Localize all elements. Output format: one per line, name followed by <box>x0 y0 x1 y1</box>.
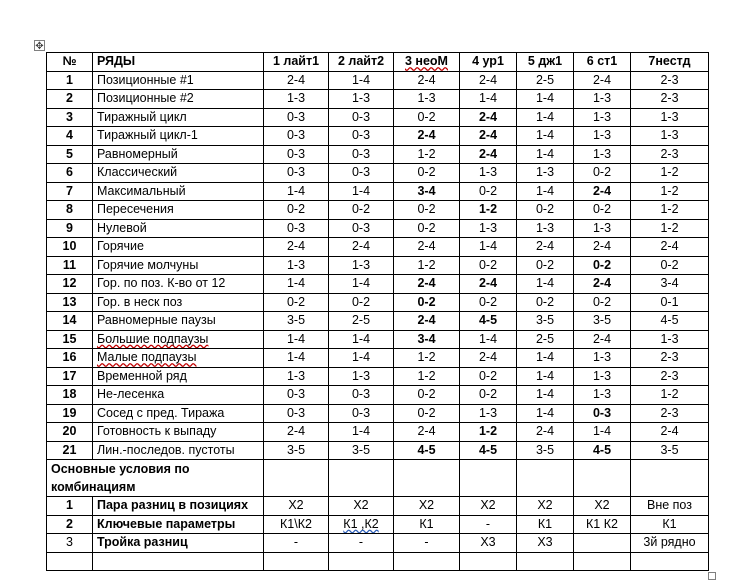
table-row <box>47 293 709 312</box>
row-value: 3-5 <box>264 441 329 460</box>
row-value: 0-2 <box>394 201 460 220</box>
row-name: Гор. по поз. К-во от 12 <box>93 275 264 294</box>
row-value: 1-2 <box>460 423 517 442</box>
row-value: 1-4 <box>329 275 394 294</box>
row-value: 0-2 <box>517 256 574 275</box>
row-value: 0-2 <box>460 182 517 201</box>
row-name: Готовность к выпаду <box>93 423 264 442</box>
row-value: 0-2 <box>574 256 631 275</box>
header-col-6: 6 ст1 <box>574 53 631 72</box>
condition-row <box>47 497 709 516</box>
row-value: 2-4 <box>574 275 631 294</box>
table-row <box>47 164 709 183</box>
header-col-2: 2 лайт2 <box>329 53 394 72</box>
row-number: 5 <box>47 145 93 164</box>
row-value: 2-3 <box>631 349 709 368</box>
row-value: 0-3 <box>329 219 394 238</box>
row-value: 2-4 <box>460 108 517 127</box>
row-value: 0-2 <box>460 293 517 312</box>
row-name: Лин.-последов. пустоты <box>93 441 264 460</box>
table-body <box>47 71 709 571</box>
row-value: 3-4 <box>394 330 460 349</box>
row-value: 1-2 <box>394 145 460 164</box>
row-value: 1-4 <box>264 349 329 368</box>
row-value: 1-4 <box>517 108 574 127</box>
row-name: Максимальный <box>93 182 264 201</box>
row-value: 2-4 <box>574 182 631 201</box>
table-move-handle-icon[interactable]: ✥ <box>35 41 44 52</box>
row-value: 2-3 <box>631 71 709 90</box>
row-value: 2-4 <box>574 238 631 257</box>
row-value: 1-3 <box>574 219 631 238</box>
row-value: 1-2 <box>631 219 709 238</box>
row-value: 1-3 <box>264 90 329 109</box>
row-number: 9 <box>47 219 93 238</box>
table-resize-handle-icon[interactable] <box>708 572 716 580</box>
row-value: 4-5 <box>394 441 460 460</box>
row-value: 1-3 <box>329 90 394 109</box>
condition-value: X2 <box>517 497 574 516</box>
empty-cell <box>264 552 329 571</box>
row-value: 1-2 <box>631 386 709 405</box>
row-value: 2-4 <box>394 238 460 257</box>
row-name: Тиражный цикл <box>93 108 264 127</box>
table-row <box>47 256 709 275</box>
row-name: Горячие молчуны <box>93 256 264 275</box>
row-value: 0-3 <box>264 164 329 183</box>
row-value: 0-3 <box>329 127 394 146</box>
row-value: 1-4 <box>517 145 574 164</box>
condition-value: X3 <box>460 534 517 553</box>
row-value: 1-4 <box>517 349 574 368</box>
row-value: 1-4 <box>517 90 574 109</box>
row-value: 0-3 <box>264 386 329 405</box>
row-value: 2-4 <box>574 330 631 349</box>
empty-cell <box>460 552 517 571</box>
row-number: 17 <box>47 367 93 386</box>
header-row <box>47 53 709 72</box>
row-value: 4-5 <box>460 312 517 331</box>
row-value: 1-3 <box>574 367 631 386</box>
row-value: 1-4 <box>517 127 574 146</box>
row-value: 1-3 <box>574 145 631 164</box>
row-name: Сосед с пред. Тиража <box>93 404 264 423</box>
row-value: 0-3 <box>574 404 631 423</box>
row-value: 0-2 <box>460 256 517 275</box>
row-value: 2-4 <box>460 71 517 90</box>
row-value: 3-5 <box>329 441 394 460</box>
empty-row <box>47 552 709 571</box>
row-value: 0-2 <box>394 219 460 238</box>
row-value: 4-5 <box>574 441 631 460</box>
condition-value: X2 <box>329 497 394 516</box>
row-value: 0-2 <box>394 108 460 127</box>
condition-value: Вне поз <box>631 497 709 516</box>
table-row <box>47 238 709 257</box>
row-value: 4-5 <box>460 441 517 460</box>
row-value: 2-3 <box>631 404 709 423</box>
row-value: 0-3 <box>264 404 329 423</box>
row-value: 1-3 <box>574 108 631 127</box>
row-value: 3-5 <box>264 312 329 331</box>
row-value: 1-4 <box>517 367 574 386</box>
empty-cell <box>517 460 574 497</box>
row-number: 12 <box>47 275 93 294</box>
condition-number: 2 <box>47 515 93 534</box>
conditions-title: Основные условия по комбинациям <box>47 460 264 497</box>
row-value: 1-4 <box>264 182 329 201</box>
row-name-text: Малые подпаузы <box>97 350 197 365</box>
row-value: 0-2 <box>574 164 631 183</box>
table-row <box>47 312 709 331</box>
row-value: 1-3 <box>329 256 394 275</box>
empty-cell <box>329 460 394 497</box>
empty-cell <box>47 552 93 571</box>
table-row <box>47 201 709 220</box>
empty-cell <box>264 460 329 497</box>
row-value: 4-5 <box>631 312 709 331</box>
row-value: 2-3 <box>631 145 709 164</box>
row-value: 2-4 <box>394 423 460 442</box>
empty-cell <box>574 460 631 497</box>
row-value: 2-4 <box>460 145 517 164</box>
row-value: 2-4 <box>264 71 329 90</box>
empty-cell <box>631 460 709 497</box>
row-number: 18 <box>47 386 93 405</box>
condition-name: Тройка разниц <box>93 534 264 553</box>
row-number: 4 <box>47 127 93 146</box>
row-value: 1-2 <box>631 182 709 201</box>
row-value: 1-3 <box>574 127 631 146</box>
row-value: 2-4 <box>517 238 574 257</box>
table-row <box>47 275 709 294</box>
row-value: 1-4 <box>329 182 394 201</box>
row-value: 0-1 <box>631 293 709 312</box>
condition-value: К1 <box>631 515 709 534</box>
row-value: 1-3 <box>631 330 709 349</box>
condition-value: - <box>394 534 460 553</box>
condition-value: - <box>329 534 394 553</box>
table-row <box>47 423 709 442</box>
condition-value: К1 <box>394 515 460 534</box>
header-col-1: 1 лайт1 <box>264 53 329 72</box>
row-name-text: Большие подпаузы <box>97 331 209 346</box>
row-name: Гор. в неск поз <box>93 293 264 312</box>
row-value: 0-2 <box>394 164 460 183</box>
row-value: 2-4 <box>394 312 460 331</box>
row-value: 0-2 <box>264 201 329 220</box>
table-row <box>47 330 709 349</box>
row-value: 1-2 <box>394 349 460 368</box>
row-name: Горячие <box>93 238 264 257</box>
row-value: 0-3 <box>329 108 394 127</box>
row-value: 1-3 <box>460 404 517 423</box>
condition-value: К1 <box>517 515 574 534</box>
table-row <box>47 145 709 164</box>
row-value: 0-3 <box>329 386 394 405</box>
row-number: 2 <box>47 90 93 109</box>
row-value: 2-5 <box>329 312 394 331</box>
row-number: 14 <box>47 312 93 331</box>
header-col-3: 3 неоМ <box>394 53 460 72</box>
row-value: 3-4 <box>631 275 709 294</box>
row-value: 0-2 <box>329 293 394 312</box>
row-value: 1-3 <box>517 164 574 183</box>
row-value: 0-3 <box>264 145 329 164</box>
row-value: 0-3 <box>329 164 394 183</box>
condition-value-text: К1 ,К2 <box>343 516 379 531</box>
row-number: 3 <box>47 108 93 127</box>
condition-value: X2 <box>264 497 329 516</box>
condition-value: К1 К2 <box>574 515 631 534</box>
row-value: 0-2 <box>460 367 517 386</box>
row-value: 0-3 <box>329 404 394 423</box>
table-row <box>47 182 709 201</box>
row-value: 2-4 <box>631 238 709 257</box>
row-value: 3-5 <box>517 312 574 331</box>
table-row <box>47 441 709 460</box>
row-value: 2-4 <box>329 238 394 257</box>
row-value: 0-2 <box>517 201 574 220</box>
row-name: Классический <box>93 164 264 183</box>
row-value: 3-4 <box>394 182 460 201</box>
row-value: 1-4 <box>460 90 517 109</box>
condition-value: X3 <box>517 534 574 553</box>
row-name: Позиционные #2 <box>93 90 264 109</box>
row-value: 1-3 <box>631 108 709 127</box>
condition-value: X2 <box>394 497 460 516</box>
empty-cell <box>93 552 264 571</box>
row-value: 1-2 <box>631 201 709 220</box>
table-row <box>47 386 709 405</box>
empty-cell <box>517 552 574 571</box>
header-number: № <box>47 53 93 72</box>
table-row <box>47 90 709 109</box>
row-number: 1 <box>47 71 93 90</box>
condition-name: Ключевые параметры <box>93 515 264 534</box>
row-number: 21 <box>47 441 93 460</box>
table-row <box>47 404 709 423</box>
row-value: 2-4 <box>631 423 709 442</box>
table-row <box>47 108 709 127</box>
row-value: 1-3 <box>264 256 329 275</box>
table-row <box>47 127 709 146</box>
row-value: 1-4 <box>329 423 394 442</box>
row-value: 2-4 <box>394 71 460 90</box>
row-name: Позиционные #1 <box>93 71 264 90</box>
row-number: 20 <box>47 423 93 442</box>
condition-value <box>329 515 394 534</box>
empty-cell <box>329 552 394 571</box>
row-value: 1-3 <box>574 349 631 368</box>
row-number: 7 <box>47 182 93 201</box>
row-value: 0-3 <box>264 219 329 238</box>
row-value: 1-4 <box>329 330 394 349</box>
row-value: 2-5 <box>517 71 574 90</box>
row-value: 0-2 <box>517 293 574 312</box>
row-value: 1-4 <box>517 275 574 294</box>
row-name: Временной ряд <box>93 367 264 386</box>
condition-value: X2 <box>574 497 631 516</box>
empty-cell <box>460 460 517 497</box>
row-value: 0-2 <box>394 293 460 312</box>
row-value: 0-3 <box>264 108 329 127</box>
table-row <box>47 71 709 90</box>
row-value: 1-3 <box>574 90 631 109</box>
row-value: 2-4 <box>394 127 460 146</box>
row-value: 1-3 <box>264 367 329 386</box>
row-value: 1-4 <box>517 386 574 405</box>
row-number: 19 <box>47 404 93 423</box>
empty-cell <box>394 552 460 571</box>
condition-number: 3 <box>47 534 93 553</box>
row-value: 1-3 <box>329 367 394 386</box>
row-value: 2-5 <box>517 330 574 349</box>
row-value: 1-3 <box>394 90 460 109</box>
row-name <box>93 349 264 368</box>
condition-number: 1 <box>47 497 93 516</box>
row-value: 2-4 <box>517 423 574 442</box>
row-value: 0-2 <box>574 293 631 312</box>
row-value: 1-3 <box>460 164 517 183</box>
row-number: 13 <box>47 293 93 312</box>
row-value: 0-2 <box>264 293 329 312</box>
row-value: 2-4 <box>460 349 517 368</box>
row-value: 1-4 <box>329 71 394 90</box>
row-value: 2-4 <box>460 275 517 294</box>
row-value: 1-4 <box>517 182 574 201</box>
row-name: Не-лесенка <box>93 386 264 405</box>
row-value: 0-3 <box>329 145 394 164</box>
row-value: 1-4 <box>517 404 574 423</box>
row-value: 1-3 <box>631 127 709 146</box>
row-value: 1-4 <box>264 275 329 294</box>
row-number: 11 <box>47 256 93 275</box>
row-value: 0-2 <box>574 201 631 220</box>
row-value: 2-4 <box>264 238 329 257</box>
empty-cell <box>574 552 631 571</box>
condition-name: Пара разниц в позициях <box>93 497 264 516</box>
row-value: 2-3 <box>631 90 709 109</box>
condition-value <box>574 534 631 553</box>
row-name: Равномерный <box>93 145 264 164</box>
row-value: 0-3 <box>264 127 329 146</box>
condition-value: 3й рядно <box>631 534 709 553</box>
row-name <box>93 330 264 349</box>
header-rows: РЯДЫ <box>93 53 264 72</box>
condition-value: К1\К2 <box>264 515 329 534</box>
row-number: 6 <box>47 164 93 183</box>
row-value: 1-4 <box>264 330 329 349</box>
row-value: 2-4 <box>264 423 329 442</box>
row-value: 1-3 <box>574 386 631 405</box>
row-value: 1-2 <box>394 256 460 275</box>
condition-value: - <box>264 534 329 553</box>
table-row <box>47 349 709 368</box>
row-value: 1-4 <box>460 238 517 257</box>
header-col-7: 7нестд <box>631 53 709 72</box>
conditions-title-row <box>47 460 709 497</box>
table-row <box>47 219 709 238</box>
row-value: 1-2 <box>460 201 517 220</box>
empty-cell <box>631 552 709 571</box>
row-number: 8 <box>47 201 93 220</box>
row-name: Тиражный цикл-1 <box>93 127 264 146</box>
condition-value: - <box>460 515 517 534</box>
row-value: 2-4 <box>574 71 631 90</box>
row-name: Пересечения <box>93 201 264 220</box>
empty-cell <box>394 460 460 497</box>
row-value: 1-4 <box>574 423 631 442</box>
condition-value: X2 <box>460 497 517 516</box>
row-value: 2-4 <box>460 127 517 146</box>
row-value: 3-5 <box>631 441 709 460</box>
row-value: 3-5 <box>517 441 574 460</box>
row-value: 0-2 <box>460 386 517 405</box>
row-value: 1-2 <box>631 164 709 183</box>
condition-row <box>47 515 709 534</box>
lottery-rows-table <box>46 52 709 571</box>
table-row <box>47 367 709 386</box>
row-value: 3-5 <box>574 312 631 331</box>
row-number: 10 <box>47 238 93 257</box>
row-value: 1-4 <box>329 349 394 368</box>
row-value: 1-3 <box>460 219 517 238</box>
header-col-4: 4 ур1 <box>460 53 517 72</box>
row-name: Нулевой <box>93 219 264 238</box>
row-value: 2-4 <box>394 275 460 294</box>
header-col-5: 5 дж1 <box>517 53 574 72</box>
row-number: 16 <box>47 349 93 368</box>
row-value: 0-2 <box>631 256 709 275</box>
row-number: 15 <box>47 330 93 349</box>
row-value: 0-2 <box>394 404 460 423</box>
row-value: 1-4 <box>460 330 517 349</box>
row-name: Равномерные паузы <box>93 312 264 331</box>
row-value: 0-2 <box>394 386 460 405</box>
condition-row <box>47 534 709 553</box>
row-value: 2-3 <box>631 367 709 386</box>
row-value: 1-2 <box>394 367 460 386</box>
row-value: 0-2 <box>329 201 394 220</box>
row-value: 1-3 <box>517 219 574 238</box>
